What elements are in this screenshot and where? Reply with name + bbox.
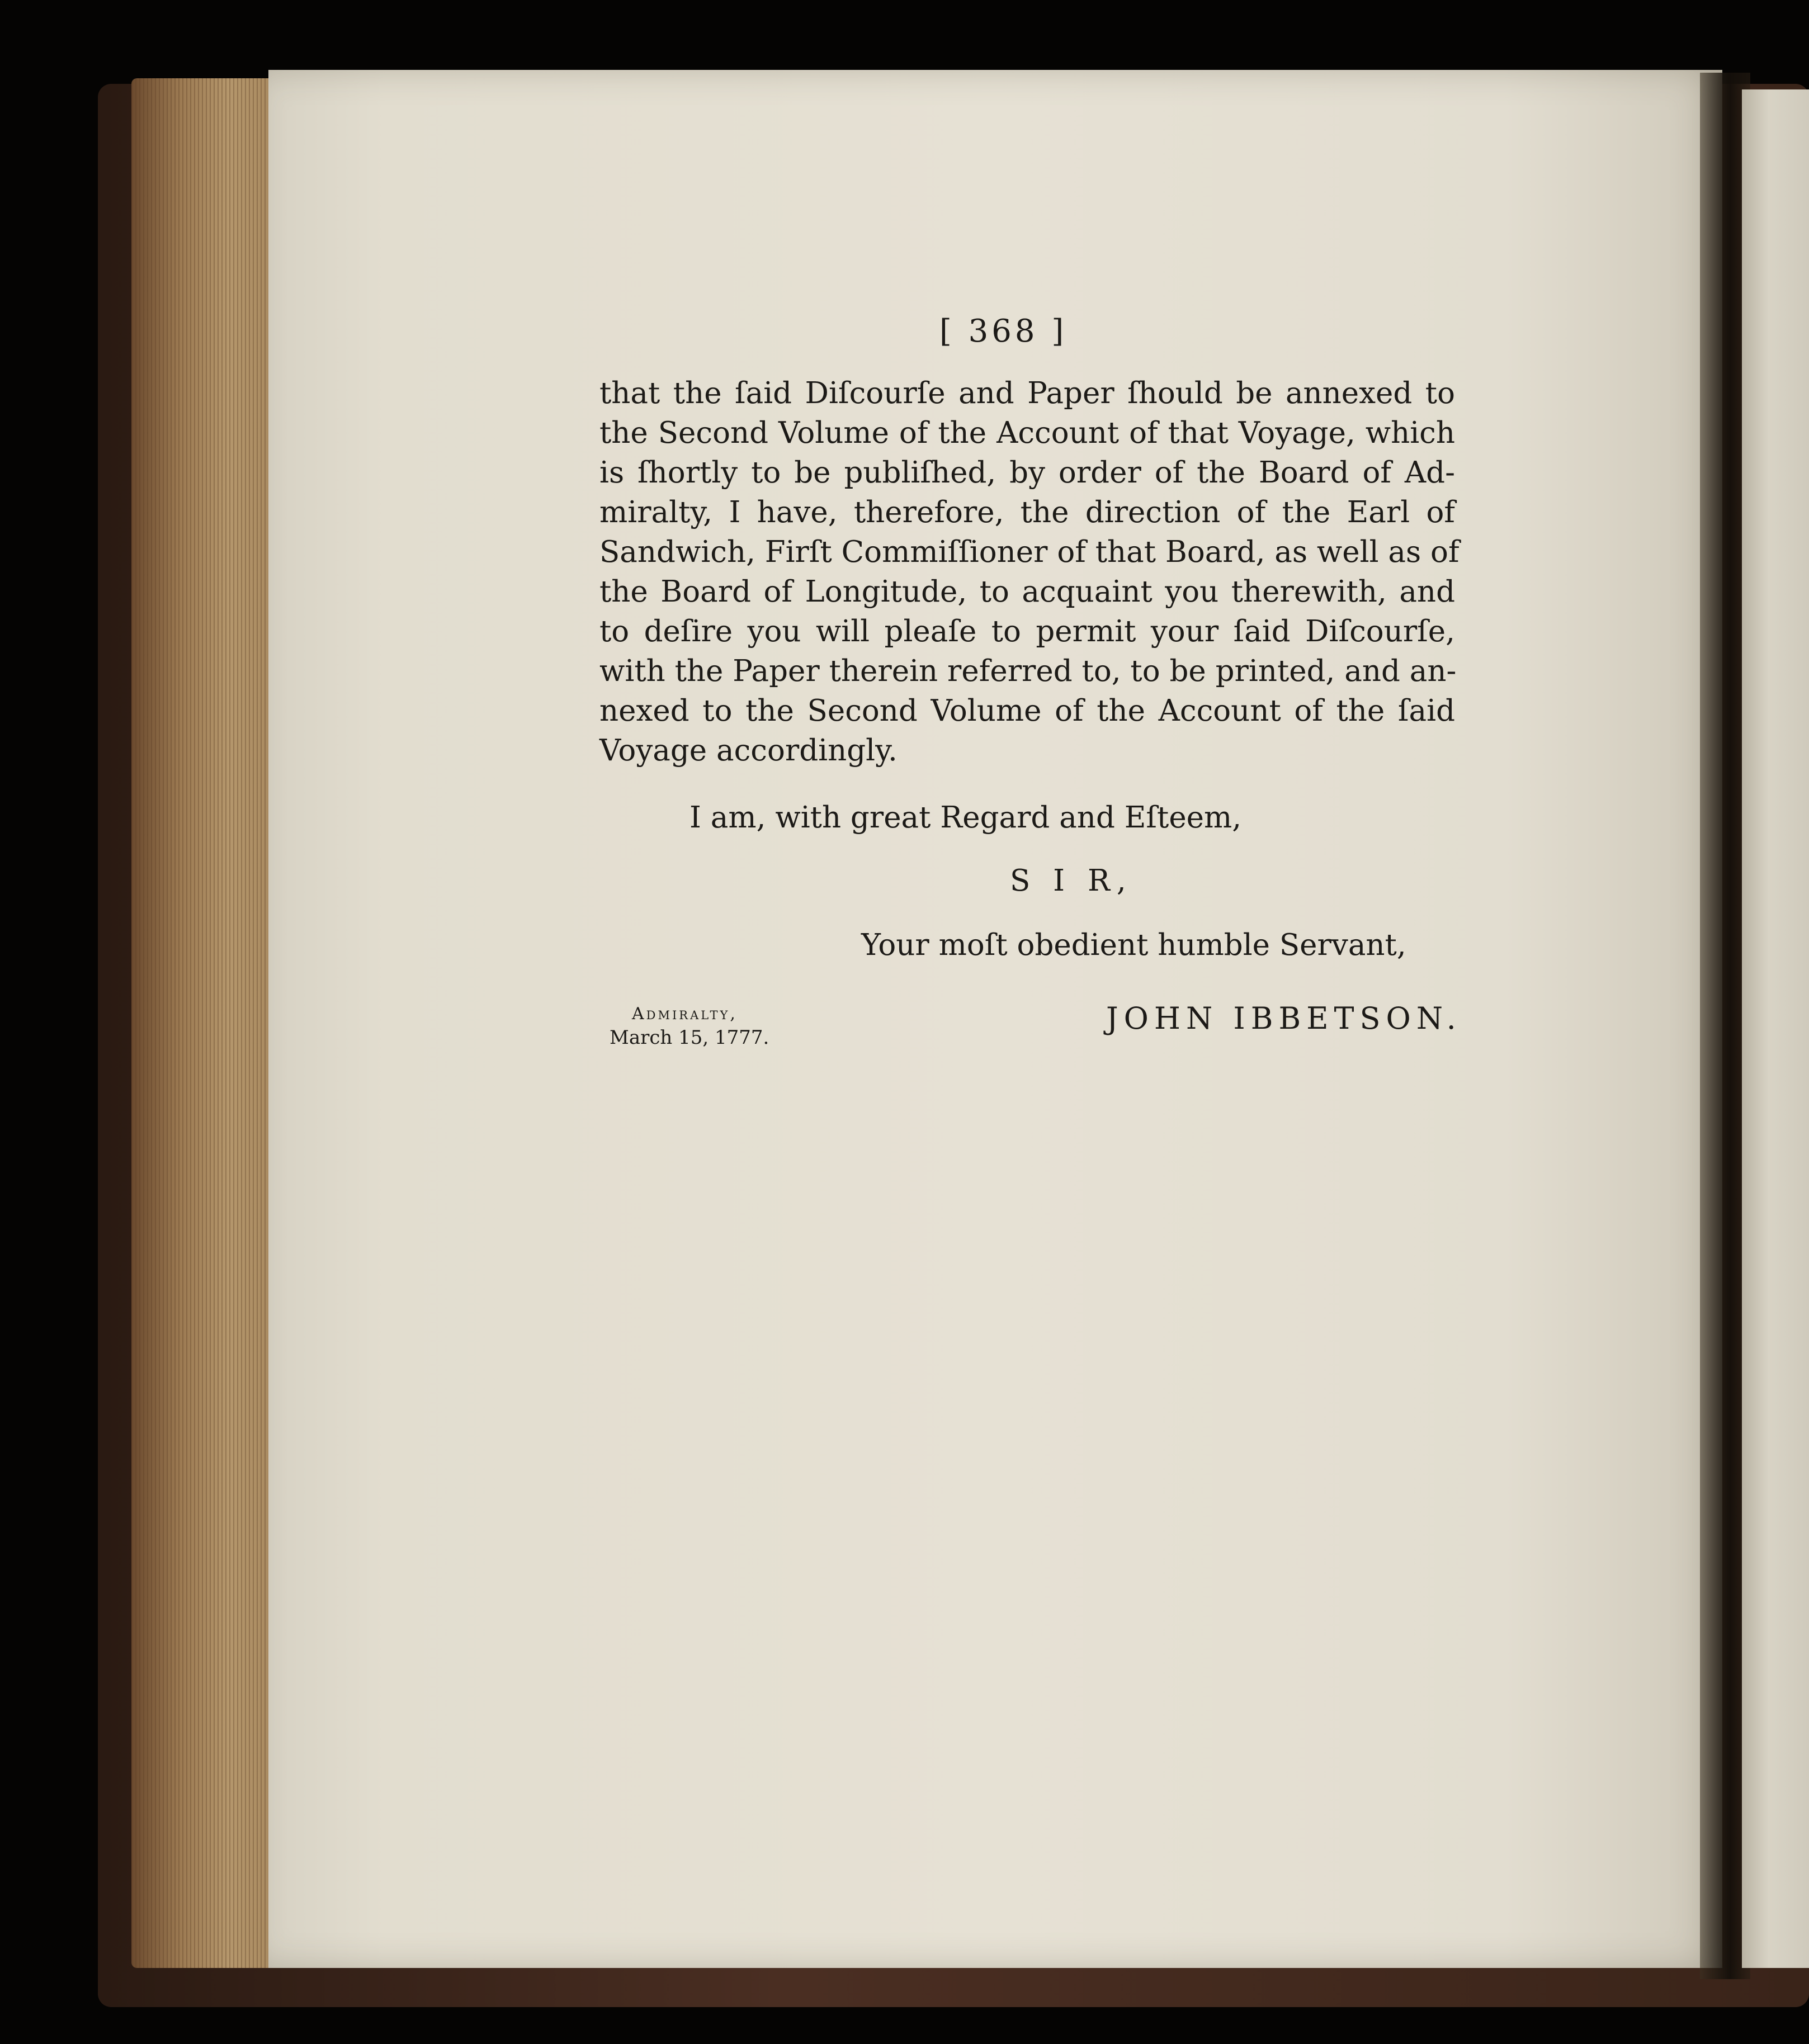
closing-line: I am, with great Regard and Eſteem,: [689, 801, 1242, 835]
page-number: [ 368 ]: [939, 313, 1068, 349]
body-line: Sandwich, Firſt Commiſſioner of that Board, as well as of: [599, 535, 1460, 569]
servant-line: Your moſt obedient humble Servant,: [861, 928, 1406, 962]
book-page: [268, 70, 1722, 1968]
facing-page-edge: [1742, 89, 1809, 1968]
body-line: nexed to the Second Volume of the Account of the ſaid: [599, 694, 1455, 728]
place-line: Admiralty,: [632, 1004, 738, 1024]
salutation: S I R,: [1010, 864, 1133, 898]
body-line: the Board of Longitude, to acquaint you therewith, and: [599, 575, 1455, 609]
body-line: that the ſaid Diſcourſe and Paper ſhould be annexed to: [599, 376, 1455, 410]
page-edges: [131, 78, 271, 1968]
body-line: Voyage accordingly.: [599, 734, 898, 768]
date-line: March 15, 1777.: [610, 1026, 769, 1049]
body-line: miralty, I have, therefore, the direction of the Earl of: [599, 495, 1455, 529]
signature: JOHN IBBETSON.: [1106, 1001, 1462, 1036]
body-line: the Second Volume of the Account of that Voyage, which: [599, 416, 1455, 450]
body-line: is ſhortly to be publiſhed, by order of the Board of Ad-: [599, 456, 1455, 490]
body-line: with the Paper therein referred to, to be printed, and an-: [599, 654, 1457, 688]
body-line: to deſire you will pleaſe to permit your ſaid Diſcourſe,: [599, 614, 1455, 649]
body-paragraph: [599, 373, 1460, 770]
